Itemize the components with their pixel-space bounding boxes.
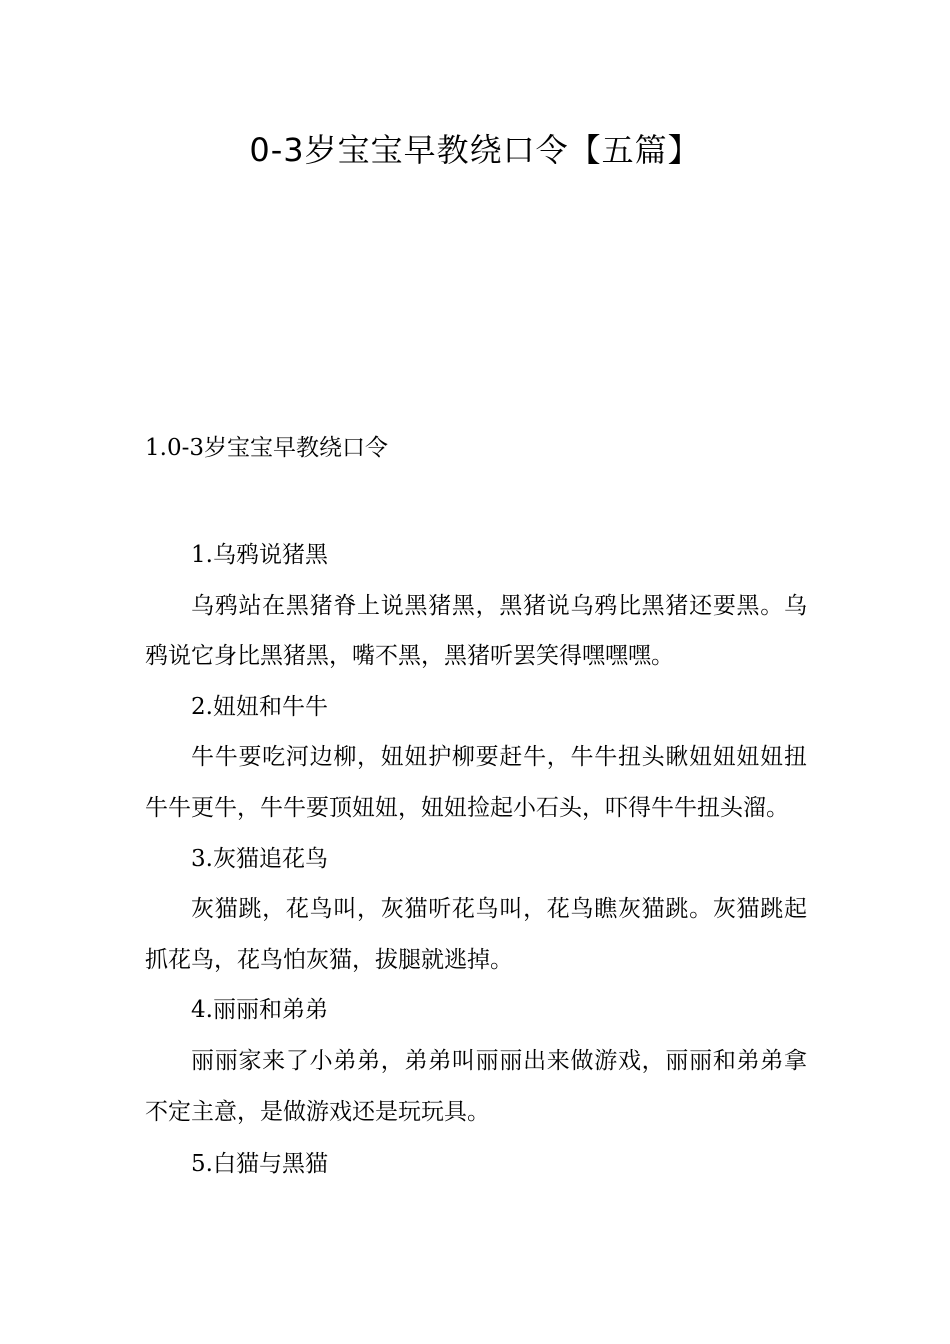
body-text [145, 530, 807, 1190]
item-heading-2: 2.妞妞和牛牛 [191, 693, 328, 720]
item-text-4: 丽丽家来了小弟弟，弟弟叫丽丽出来做游戏，丽丽和弟弟拿不定主意，是做游戏还是玩玩具。 [145, 1047, 807, 1125]
item-heading-4: 4.丽丽和弟弟 [191, 997, 328, 1024]
item-heading-5: 5.白猫与黑猫 [191, 1151, 328, 1178]
item-text-3: 灰猫跳，花鸟叫，灰猫听花鸟叫，花鸟瞧灰猫跳。灰猫跳起抓花鸟，花鸟怕灰猫，拔腿就逃掉。 [145, 896, 807, 973]
item-heading-3: 3.灰猫追花鸟 [191, 845, 328, 872]
item-heading-1: 1.乌鸦说猪黑 [191, 542, 328, 568]
section-heading: 1.0-3岁宝宝早教绕口令 [145, 435, 388, 461]
page-title: 0-3岁宝宝早教绕口令【五篇】 [249, 131, 701, 169]
item-text-2: 牛牛要吃河边柳，妞妞护柳要赶牛，牛牛扭头瞅妞妞妞妞扭牛牛更牛，牛牛要顶妞妞，妞妞捡起小石头，吓得牛牛扭头溜。 [145, 744, 807, 821]
item-text-1: 乌鸦站在黑猪脊上说黑猪黑，黑猪说乌鸦比黑猪还要黑。乌鸦说它身比黑猪黑，嘴不黑，黑猪听罢笑得嘿嘿嘿。 [145, 592, 807, 670]
